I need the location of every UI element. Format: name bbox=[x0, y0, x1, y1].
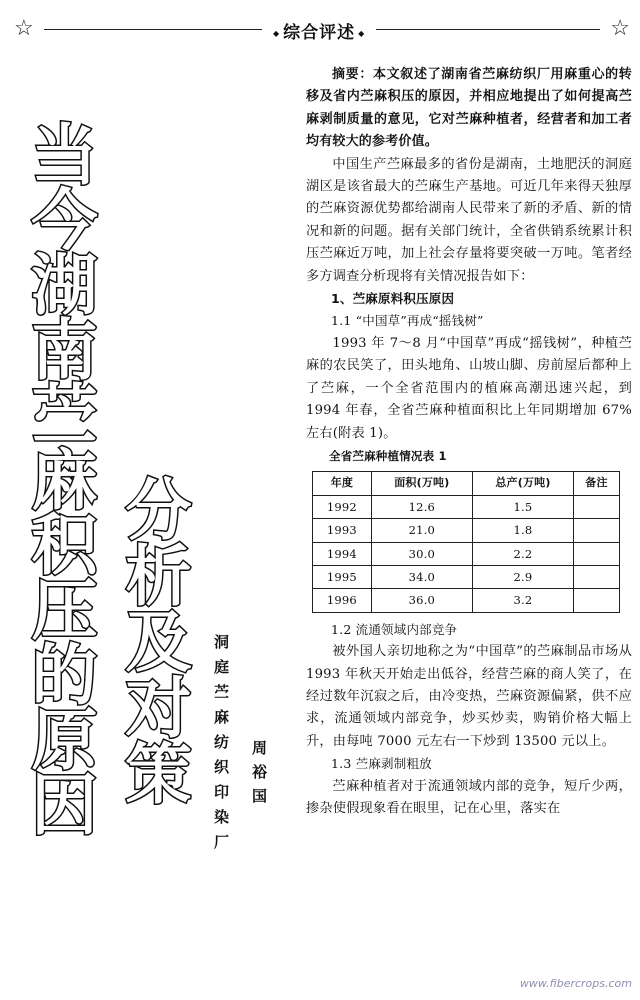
page-header bbox=[0, 0, 640, 60]
star-icon: ☆ bbox=[610, 16, 630, 41]
article-body bbox=[306, 64, 632, 820]
table-cell bbox=[573, 542, 619, 565]
article-title-line1: 当今湖南苎麻积压的原因 bbox=[20, 120, 97, 835]
table-cell: 2.2 bbox=[472, 542, 573, 565]
table-row bbox=[313, 542, 620, 565]
table-cell bbox=[573, 565, 619, 588]
paragraph: 被外国人亲切地称之为“中国草”的苎麻制品市场从 1993 年秋天开始走出低谷，经营苎麻的商人笑了，在经过数年沉寂之后，由冷变热，苎麻资源偏紧，供不应求，流通领域内部竞争，炒买炒卖，购销价格大幅上升，由每吨 7000 元左右一下炒到 13500 元以上。 bbox=[306, 644, 632, 749]
table-header-row bbox=[313, 472, 620, 495]
author-name: 周裕国 bbox=[250, 740, 268, 812]
column-header: 面积(万吨) bbox=[371, 472, 472, 495]
section-heading: 1、苎麻原料积压原因 bbox=[331, 291, 455, 307]
table-row bbox=[313, 565, 620, 588]
column-header: 总产(万吨) bbox=[472, 472, 573, 495]
planting-table bbox=[312, 471, 620, 612]
intro-paragraph: 中国生产苎麻最多的省份是湖南，土地肥沃的洞庭湖区是该省最大的苎麻生产基地。可近几年来得天独厚的苎麻资源优势都给湖南人民带来了新的矛盾、新的情况和新的问题。据有关部门统计，全省供销系统累计积压苎麻近万吨，加上社会存量将要突破一万吨。笔者经多方调查分析现将有关情况报告如下： bbox=[306, 156, 632, 284]
subsection-heading: 1.2 流通领域内部竞争 bbox=[331, 621, 458, 637]
subsection-heading: 1.3 苎麻剥制粗放 bbox=[331, 756, 432, 772]
section-label: ◆ 综合评述 ◆ bbox=[262, 18, 376, 43]
column-header: 备注 bbox=[573, 472, 619, 495]
table-cell: 1.5 bbox=[472, 495, 573, 518]
table-cell: 1995 bbox=[313, 565, 372, 588]
table-cell: 34.0 bbox=[371, 565, 472, 588]
table-row bbox=[313, 589, 620, 612]
table-cell bbox=[573, 495, 619, 518]
star-icon: ☆ bbox=[14, 16, 34, 41]
table-cell: 1.8 bbox=[472, 519, 573, 542]
table-cell: 3.2 bbox=[472, 589, 573, 612]
table-cell bbox=[573, 589, 619, 612]
paragraph: 1993 年 7～8 月“中国草”再成“摇钱树”，种植苎麻的农民笑了，田头地角、山坡山脚、房前屋后都种上了苎麻，一个全省范围内的植麻高潮迅速兴起，到 1994 年春，全省苎麻种植面积比上年同期增加 67%左右(附表 1)。 bbox=[306, 335, 632, 441]
table-caption: 全省苎麻种植情况表 1 bbox=[329, 448, 447, 463]
watermark: www.fibercrops.com bbox=[519, 977, 632, 990]
table-cell: 21.0 bbox=[371, 519, 472, 542]
table-cell: 1994 bbox=[313, 542, 372, 565]
table-cell: 12.6 bbox=[371, 495, 472, 518]
table-cell bbox=[573, 519, 619, 542]
table-row bbox=[313, 519, 620, 542]
abstract: 摘要：本文叙述了湖南省苎麻纺织厂用麻重心的转移及省内苎麻积压的原因，并相应地提出了如何提高苎麻剥制质量的意见，它对苎麻种植者，经营者和加工者均有较大的参考价值。 bbox=[306, 67, 632, 150]
table-row bbox=[313, 495, 620, 518]
table-cell: 36.0 bbox=[371, 589, 472, 612]
table-cell: 2.9 bbox=[472, 565, 573, 588]
column-header: 年度 bbox=[313, 472, 372, 495]
author-affiliation: 洞庭苎麻纺织印染厂 bbox=[212, 634, 230, 859]
table-cell: 1992 bbox=[313, 495, 372, 518]
paragraph: 苎麻种植者对于流通领域内部的竞争，短斤少两，掺杂使假现象看在眼里，记在心里，落实在 bbox=[306, 778, 632, 816]
article-title-line2: 分析及对策 bbox=[114, 475, 191, 805]
subsection-heading: 1.1 “中国草”再成“摇钱树” bbox=[331, 313, 484, 329]
table-cell: 30.0 bbox=[371, 542, 472, 565]
table-cell: 1993 bbox=[313, 519, 372, 542]
table-cell: 1996 bbox=[313, 589, 372, 612]
